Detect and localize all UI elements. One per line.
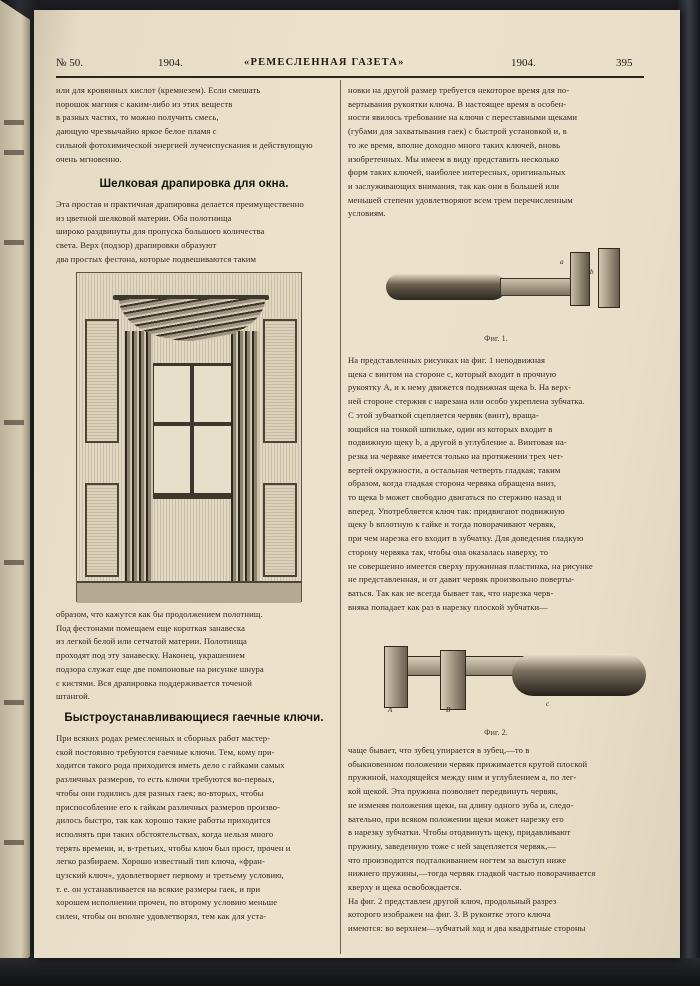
text-line: образом, когда гладкая сторона червяка обращена вниз, (348, 478, 557, 489)
newspaper-title: «РЕМЕСЛЕННАЯ ГАЗЕТА» (244, 57, 405, 68)
figure-1-caption: Фиг. 1. (484, 334, 508, 343)
text-line: различных размеров, то есть ключи требуются во-первых, (56, 774, 275, 785)
text-line: изобретенных. Мы имеем в виду представить несколько (348, 153, 560, 164)
left-column-drapery-text-2 (56, 608, 332, 704)
text-line: резка на червяке имеется только на протяжении трех чет- (348, 450, 564, 461)
page-number: 395 (616, 57, 633, 69)
text-line: подзора служат еще две помпоновые на рисунке шнура (56, 663, 264, 674)
window-sill (141, 493, 241, 499)
text-line: пружиной, находящейся между ним и углублением а, по лег- (348, 772, 577, 783)
figure-label: A (388, 706, 393, 714)
wrench-shaft (500, 278, 578, 296)
wrench-fixed-jaw (598, 248, 620, 308)
year-left: 1904. (158, 57, 183, 69)
text-line: На фиг. 2 представлен другой ключ, продольный разрез (348, 895, 557, 906)
text-line: ющийся на тонкой шпильке, один из которых входит в (348, 423, 553, 434)
text-line: из цветной шелковой материи. Оба полотнища (56, 212, 232, 223)
floor (77, 581, 301, 603)
text-line: подвижную щеку b, а другой в углубление а. Винтовая на- (348, 437, 567, 448)
book-cover-right (678, 0, 700, 986)
text-line: и заслуживающих внимания, так как они в большей или (348, 180, 560, 191)
figure-label: B (446, 706, 451, 714)
text-line: света. Верх (подзор) драпировки образуют (56, 240, 217, 251)
text-line: вертей окружности, а остальная четверть гладкая; таким (348, 464, 561, 475)
wall-panel (263, 319, 297, 443)
window-frame (151, 363, 237, 497)
figure-label: a (560, 258, 564, 266)
text-line: силен, чтобы он вполне удовлетворял, тем как для уста- (56, 911, 267, 922)
section-heading-drapery: Шелковая драпировка для окна. (99, 178, 289, 190)
newspaper-page (34, 10, 680, 958)
text-line: цузский ключ», удовлетворяет первому и третьему условию, (56, 870, 284, 881)
figure-label: c (546, 700, 550, 708)
text-line: что производится подталкиванием ногтем за выступ ниже (348, 854, 566, 865)
text-line: ности явилось требование на ключи с переставными щеками (348, 112, 578, 123)
wrench-figure-2 (384, 640, 646, 716)
text-line: На представленных рисунках на фиг. 1 неподвижная (348, 355, 546, 365)
text-line: терять времени, и, в-третьих, чтобы ключ был прост, прочен и (56, 842, 291, 853)
right-column-bottom (348, 744, 644, 936)
text-line: условиям. (348, 208, 386, 219)
text-line: при чем нарезка его входит в зубчатку. Для доведения гладкую (348, 533, 584, 544)
wall-panel (263, 483, 297, 577)
issue-number: № 50. (56, 57, 83, 69)
text-line: в разных частях, то можно получить смесь, (56, 112, 219, 123)
text-line: сильной фотохимической энергией лучеиспускания и действующую (56, 139, 313, 150)
wrench-movable-jaw (440, 650, 466, 710)
text-line: дающую чрезвычайно яркое белое пламя с (56, 126, 217, 137)
text-line: из легкой белой или сетчатой материи. Полотнища (56, 636, 247, 647)
column-divider (340, 80, 341, 954)
text-line: (губами для захватывания гаек) с быстрой установкой и, в (348, 126, 567, 137)
text-line: щека с винтом на стороне с, который входит в прочную (348, 368, 557, 379)
text-line: ходится такого рода приходится иметь дело с гайками самых (56, 760, 285, 771)
text-line: При всяких родах ремесленных и сборных работ мастер- (56, 733, 271, 743)
figure-2-caption: Фиг. 2. (484, 728, 508, 737)
text-line: чтобы они годились для разных гаек; во-вторых, чтобы (56, 787, 264, 798)
text-line: ней стороне стержня с нарезана или особо укреплена зубчатка. (348, 396, 585, 407)
text-line: не совершенно имеется сверху пружинная пластинка, на рисунке (348, 560, 593, 571)
text-line: обыкновенном положении червяк прижимается крутой плоской (348, 758, 588, 769)
text-line: вперед. Употребляется ключ так: придвигают подвижную (348, 505, 565, 516)
text-line: рукоятку А, и к нему движется подвижная щека b. На верх- (348, 382, 572, 393)
left-column-drapery-text (56, 198, 332, 267)
year-right: 1904. (511, 57, 536, 69)
text-line: кверху и щека освобождается. (348, 882, 462, 893)
wrench-handle (512, 654, 646, 696)
text-line: С этой зубчаткой сцепляется червяк (винт), враща- (348, 409, 539, 420)
previous-page-edge (0, 0, 30, 986)
text-line: проходят под эту занавеску. Наконец, украшением (56, 650, 245, 661)
text-line: меньшей степени удовлетворяют всем трем перечисленным (348, 194, 573, 205)
text-line: в нарезку зубчатки. Чтобы отодвинуть щеку, придавливают (348, 827, 571, 838)
text-line: Под фестонами помещаем еще короткая занавеска (56, 622, 246, 633)
text-line: вательно, при всяком положении щеки может нарезку его (348, 813, 564, 824)
text-line: с кистями. Вся драпировка поддерживается точеной (56, 677, 252, 688)
text-line: хорошем исполнении прочен, по второму условию меньше (56, 897, 278, 908)
left-drape (125, 331, 153, 583)
header-rule (56, 76, 644, 78)
text-line: щеку b вплотную к гайке и тогда поворачивают червяк, (348, 519, 556, 530)
text-line: дилось быстро, так как хорошо такие работы приходится (56, 815, 271, 826)
text-line: форм таких ключей, наиболее интересных, оригинальных (348, 167, 566, 178)
curtain-engraving (76, 272, 302, 602)
text-line: вняка попадает как раз в нарезку плоской зубчатки— (348, 601, 548, 612)
text-line: не изменяя положения щеки, на длину одного зуба и, следо- (348, 799, 574, 810)
section-heading-wrenches: Быстроустанавливающиеся гаечные ключи. (64, 712, 324, 724)
text-line: легко разбираем. Хорошо известный тип ключа, «фран- (56, 856, 265, 867)
text-line: чаще бывает, что зубец упирается в зубец,—то в (348, 745, 530, 755)
wrench-figure-1 (382, 244, 632, 314)
table-surface (0, 958, 700, 986)
right-drape (231, 331, 259, 583)
text-line: которого изображен на фиг. 3. В рукоятке этого ключа (348, 909, 551, 920)
text-line: вертывания рукоятки ключа. В настоящее время в особен- (348, 98, 567, 109)
text-line: штангой. (56, 691, 91, 702)
text-line: очень мгновенно. (56, 153, 122, 164)
text-line: образом, что кажутся как бы продолжением полотнищ. (56, 609, 263, 619)
text-line: то же время, вполне доходно много таких ключей, вновь (348, 139, 561, 150)
wrench-movable-jaw (570, 252, 590, 306)
text-line: ской постоянно требуются гаечные ключи. Тем, кому при- (56, 746, 275, 757)
right-column-middle (348, 354, 644, 614)
wall-panel (85, 319, 119, 443)
text-line: кой щекой. Эта пружина позволяет передвинуть червяк, (348, 786, 559, 797)
text-line: Эта простая и практичная драпировка делается преимущественно (56, 199, 304, 209)
text-line: два простых фестона, которые подвешиваются таким (56, 253, 257, 264)
page-header (56, 54, 644, 74)
text-line: т. е. он устанавливается на всякие размеры гаек, и при (56, 883, 261, 894)
text-line: новки на другой размер требуется некоторое время для по- (348, 85, 570, 95)
text-line: исполнять при таких обстоятельствах, когда нельзя много (56, 828, 274, 839)
wrench-fixed-jaw (384, 646, 408, 708)
wall-panel (85, 483, 119, 577)
figure-label: b (590, 268, 594, 276)
left-column-wrench-text (56, 732, 332, 924)
left-column-intro (56, 84, 332, 166)
text-line: или для кровянных кислот (кремнезем). Если смешать (56, 85, 261, 95)
text-line: сторону червяка так, чтобы она оказалась наверху, то (348, 546, 549, 557)
text-line: нижнего пружины,—тогда червяк гладкой частью поворачивается (348, 868, 596, 879)
text-line: то щека b может свободно двигаться по стержню назад и (348, 492, 562, 503)
right-column-top (348, 84, 644, 221)
text-line: не представленная, и от давит червяк произвольно поверты- (348, 574, 575, 585)
text-line: порошок магния с каким-либо из этих веществ (56, 98, 233, 109)
text-line: ваться. Так как не всегда бывает так, что нарезка черв- (348, 587, 554, 598)
text-line: приспособление его к гайкам различных размеров произво- (56, 801, 281, 812)
text-line: имеются: во верхнем—зубчатый ход и два квадратные стороны (348, 923, 586, 934)
text-line: пружину, заведенную тоже с ней зацепляется червяк,— (348, 840, 557, 851)
text-line: широко раздвинуты для пропуска большого количества (56, 226, 265, 237)
wrench-handle (386, 274, 506, 300)
